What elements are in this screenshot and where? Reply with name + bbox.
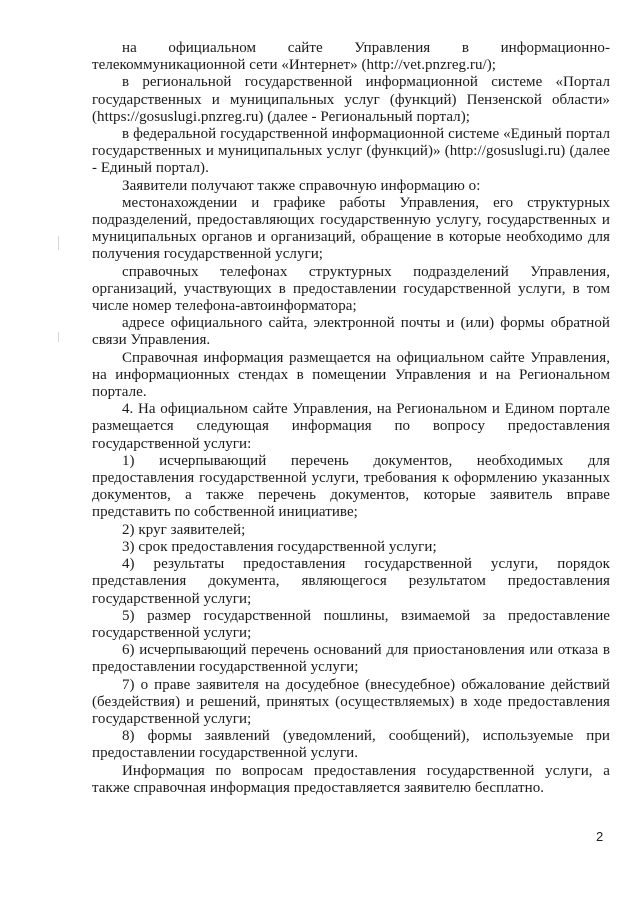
paragraph: в федеральной государственной информационной системе «Единый портал государственных и муниципальных услуг (функций)» (http://gosuslugi.ru) (далее - Единый портал).	[92, 126, 610, 177]
paragraph: 4. На официальном сайте Управления, на Региональном и Едином портале размещается следующая информация по вопросу предоставления государственной услуги:	[92, 401, 610, 452]
scan-artifact	[58, 236, 59, 250]
paragraph: Заявители получают также справочную информацию о:	[122, 177, 481, 194]
list-item: 3) срок предоставления государственной услуги;	[122, 538, 437, 555]
document-body	[92, 40, 610, 797]
paragraph: на официальном сайте Управления в информационно-телекоммуникационной сети «Интернет» (http://vet.pnzreg.ru/);	[92, 40, 610, 74]
paragraph: справочных телефонах структурных подразделений Управления, организаций, участвующих в предоставлении государственной услуги, в том числе номер телефона-автоинформатора;	[92, 263, 610, 315]
list-item: 8) формы заявлений (уведомлений, сообщений), используемые при предоставлении государственной услуги.	[92, 728, 610, 762]
paragraph: Справочная информация размещается на официальном сайте Управления, на информационных стендах в помещении Управления и на Региональном портале.	[92, 349, 610, 401]
paragraph: Информация по вопросам предоставления государственной услуги, а также справочная информация предоставляется заявителю бесплатно.	[92, 762, 610, 796]
list-item: 2) круг заявителей;	[122, 521, 246, 538]
paragraph: в региональной государственной информационной системе «Портал государственных и муниципальных услуг (функций) Пензенской области» (https://gosuslugi.pnzreg.ru) (далее - Региональный портал);	[92, 74, 610, 125]
list-item: 7) о праве заявителя на досудебное (внесудебное) обжалование действий (бездействия) и решений, принятых (осуществляемых) в ходе предоставления государственной услуги;	[92, 676, 610, 727]
scan-artifact	[58, 332, 59, 342]
paragraph: адресе официального сайта, электронной почты и (или) формы обратной связи Управления.	[92, 315, 610, 349]
paragraph: местонахождении и графике работы Управления, его структурных подразделений, предоставляющих государственную услугу, государственных и муниципальных органов и организаций, обращение в которые необходимо для получения государственной услуги;	[92, 194, 610, 263]
list-item: 1) исчерпывающий перечень документов, необходимых для предоставления государственной услуги, требования к оформлению указанных документов, а также перечень документов, которые заявитель вправе представить по собственной инициативе;	[92, 452, 610, 521]
list-item: 5) размер государственной пошлины, взимаемой за предоставление государственной услуги;	[92, 607, 610, 641]
list-item: 6) исчерпывающий перечень оснований для приостановления или отказа в предоставлении государственной услуги;	[92, 642, 610, 676]
page-number: 2	[596, 829, 604, 844]
list-item: 4) результаты предоставления государственной услуги, порядок представления документа, являющегося результатом предоставления государственной услуги;	[92, 556, 610, 607]
